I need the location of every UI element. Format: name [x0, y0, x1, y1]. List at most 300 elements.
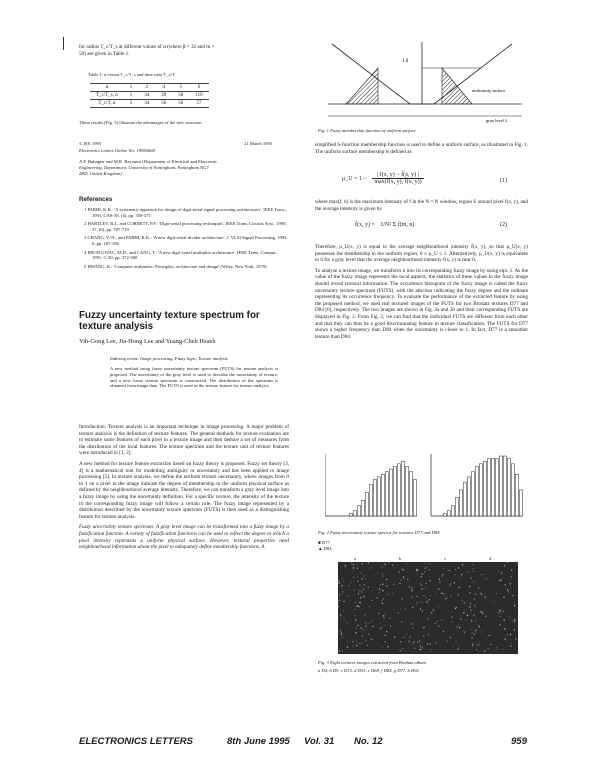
fig3-speckle [485, 596, 486, 597]
footer-date: 8th June 1995 [227, 736, 290, 747]
fig3-speckle [472, 637, 473, 638]
fig3-speckle [409, 586, 410, 587]
fig3-speckle [378, 592, 379, 593]
fig3-speckle [459, 627, 460, 628]
fig2-bar-d84 [475, 466, 478, 516]
fig1-membership-plot [322, 40, 527, 128]
fig3-speckle [382, 600, 383, 601]
fig3-speckle [346, 622, 347, 623]
fig3-speckle [400, 609, 401, 610]
fig2-bar-d84 [455, 498, 458, 516]
table-cell: α [90, 84, 124, 92]
intro-paragraph: Introduction: Texture analysis is an important technique in image processing. A major problem of texture analysis is the definition of texture features. The general methods for texture evaluation are to estimate some features of each pixel in a texture image and then deduce a set of measures from the distribution of the local features. The texture spectrum and the texture unit of texture features were introduced in [1, 2]. [79, 424, 289, 457]
fig3-speckle [414, 641, 415, 642]
fig3-speckle [443, 631, 444, 632]
iee-copyright: © IEE 1995 [79, 141, 102, 146]
fig3-speckle [357, 576, 358, 577]
fig3-speckle [510, 634, 511, 635]
fig3-speckle [360, 573, 361, 574]
fig3-speckle [450, 583, 451, 584]
fig3-speckle [341, 585, 342, 586]
fig3-speckle [454, 582, 455, 583]
reference-item: 1 PARHI, K.K.: 'A systematic approach for design of digit-serial signal processing architectures', IEEE Trans., 1991, CAS-38, (4), pp. 358-375 [84, 207, 287, 218]
fig3-speckle [512, 595, 513, 596]
fig3-speckle [362, 642, 363, 643]
fig2-caption: Fig. 2 Fuzzy uncertainty texture spectra for textures D77 and D84 [318, 530, 440, 535]
fig3-speckle [513, 604, 514, 605]
abstract: A new method using fuzzy uncertainty texture spectrum (FUTS) for texture analysis is proposed. The uncertainty of the gray level is used to describe the uncertainty of texture, and a new fuzzy texture spectrum is constructed. The distribution of the spectrum is obtained from image data. The FUTS is used as the texture feature for texture analysis. [110, 366, 278, 389]
fig3-speckle [500, 580, 501, 581]
fig3-speckle [430, 580, 431, 581]
fig3-speckle [478, 644, 479, 645]
fig3-speckle [383, 598, 384, 599]
fig2-bar-d84 [487, 459, 490, 516]
fig3-speckle [507, 589, 508, 590]
fig3-speckle [445, 598, 446, 599]
fig3-speckle [342, 593, 343, 594]
equation-2 [355, 222, 414, 228]
fig2-bar-d77 [393, 466, 396, 516]
fig3-speckle [443, 593, 444, 594]
fig3-speckle [478, 626, 479, 627]
fig1-label-1: 1.0 [402, 59, 409, 64]
fig3-speckle [353, 577, 354, 578]
fig3-speckle [457, 626, 458, 627]
fig3-speckle [414, 648, 415, 649]
fig3-speckle [350, 600, 351, 601]
fig3-speckle [459, 587, 460, 588]
fig3-speckle [504, 622, 505, 623]
fig3-speckle [361, 628, 362, 629]
affiliation-line: A.F. Buhagiar and M.R. Bayoumi (Department of Electrical and Electronic [79, 159, 218, 164]
fig3-speckle [341, 578, 342, 579]
fig2-bar-d77 [361, 500, 364, 516]
table-cell: 39 [155, 92, 172, 100]
table-cell: 57 [189, 100, 208, 108]
table-cell: 34 [138, 92, 155, 100]
right-paragraph: Therefore, μ_U(x, y) is equal to the average neighbourhood intensity f̄(x, y), so that μ_U(x, y) possesses the membership in the uniform region, 0 ≤ μ_U ≤ 1. Alternatively, μ_U(x, y) is equivalent to 0 for a gray level that the average neighbourhood intensity f(x, y) is near 0. [315, 244, 528, 264]
fig3-speckle [500, 610, 501, 611]
fig3-speckle [368, 587, 369, 588]
fig3-speckle [364, 575, 365, 576]
fig3-speckle [381, 567, 382, 568]
fig3-speckle [425, 588, 426, 589]
fig3-speckle [509, 602, 510, 603]
fig3-speckle [458, 567, 459, 568]
table-1 [90, 83, 209, 108]
fig3-speckle [473, 581, 474, 582]
fig3-speckle [502, 577, 503, 578]
fig3-speckle [431, 650, 432, 651]
fig3-speckle [383, 615, 384, 616]
fig3-speckle [400, 641, 401, 642]
fig2-bar-d77 [369, 485, 372, 516]
fig3-speckle [369, 606, 370, 607]
fig2-bar-d77 [353, 511, 356, 516]
fig2-bar-d77 [377, 477, 380, 516]
footer-number: No. 12 [354, 736, 383, 747]
fig3-speckle [352, 645, 353, 646]
fig2-bar-d77 [349, 513, 352, 516]
fig3-speckle [411, 623, 412, 624]
fig2-bar-d77 [401, 461, 404, 516]
fig3-speckle [339, 594, 340, 595]
fig2-bar-d77 [365, 493, 368, 516]
fig3-speckle [496, 593, 497, 594]
fig3-speckle [355, 615, 356, 616]
fig3-speckle [378, 597, 379, 598]
fig3-speckle [384, 624, 385, 625]
fig3-speckle [425, 587, 426, 588]
fig3-speckle [429, 643, 430, 644]
fig3-speckle [454, 574, 455, 575]
fig3-speckle [438, 626, 439, 627]
table-cell: 2 [138, 84, 155, 92]
fig3-speckle [436, 642, 437, 643]
fig3-speckle [371, 639, 372, 640]
fig3-speckle [502, 571, 503, 572]
fig3-speckle [514, 605, 515, 606]
fig3-speckle [416, 602, 417, 603]
fig3-speckle [401, 621, 402, 622]
fig3-speckle [505, 584, 506, 585]
fig3-speckle [435, 592, 436, 593]
fig3-speckle [407, 563, 408, 564]
fig3-speckle [339, 650, 340, 651]
fig3-speckle [475, 606, 476, 607]
fig3-speckle [411, 590, 412, 591]
fig3-speckle [513, 586, 514, 587]
fig3-speckle [442, 574, 443, 575]
fig3-speckle [441, 620, 442, 621]
fig2-bar-d77 [373, 479, 376, 516]
fig2-bar-d84 [443, 513, 446, 516]
fig3-speckle [428, 618, 429, 619]
fig3-speckle [447, 597, 448, 598]
fig3-speckle [345, 565, 346, 566]
fig3-speckle [391, 581, 392, 582]
fig3-speckle [461, 574, 462, 575]
fig3-speckle [405, 608, 406, 609]
fig3-speckle [476, 594, 477, 595]
fig3-speckle [429, 569, 430, 570]
fig3-speckle [504, 628, 505, 629]
reference-item: 3 CHANG, Y.-N., and PARHI, K.K.: 'A new digit-serial divider architecture', J. VLSI Signal Processing, 1993, 6, pp. 187-196 [84, 235, 288, 247]
fig3-speckle [424, 563, 425, 564]
affiliation-line: Engineering, Department, University of Nottingham, Nottingham NG7 [79, 164, 209, 170]
fig3-speckle [475, 615, 476, 616]
equation-2-number: (2) [500, 222, 507, 228]
fig3-speckle [512, 578, 513, 579]
right-column-p1 [315, 142, 528, 159]
left-body [79, 424, 289, 555]
fig3-speckle [364, 614, 365, 615]
fig3-speckle [423, 595, 424, 596]
fig3-speckle [464, 650, 465, 651]
equation-1-lhs: μ_U = 1 − [342, 175, 367, 182]
fig3-speckle [385, 635, 386, 636]
fig3-speckle [432, 590, 433, 591]
fig3-speckle [456, 607, 457, 608]
fig3-speckle [381, 602, 382, 603]
fig2-panel-d84 [431, 454, 523, 516]
right-column-p2 [315, 199, 528, 216]
table-caption: Table 1: α versus T_c/T_s and time ratio T_c/T [88, 72, 175, 77]
fig3-speckle [509, 617, 510, 618]
fig1-caption: Fig. 1 Fuzzy membership function of uniform surface [318, 128, 416, 133]
fig3-label-d: d [489, 556, 492, 561]
fig3-speckle [483, 580, 484, 581]
fig3-speckle [426, 600, 427, 601]
fig3-speckle [390, 618, 391, 619]
fig3-speckle [471, 620, 472, 621]
fig3-speckle [362, 577, 363, 578]
fig3-speckle [362, 563, 363, 564]
fig3-speckle [379, 629, 380, 630]
fig3-speckle [513, 621, 514, 622]
fig3-speckle [463, 612, 464, 613]
fig3-speckle [458, 594, 459, 595]
fig3-speckle [474, 598, 475, 599]
equation-1-denominator: max(f(x, y), f̄(x, y)) [374, 179, 422, 185]
fig3-speckle [387, 594, 388, 595]
fig3-speckle [499, 634, 500, 635]
fig3-speckle [397, 565, 398, 566]
fig3-speckle [488, 635, 489, 636]
fig3-speckle [447, 570, 448, 571]
fig3-speckle [351, 582, 352, 583]
fig3-speckle [460, 619, 461, 620]
table-cell: 1 [124, 84, 139, 92]
fig3-speckle [503, 611, 504, 612]
fig3-speckle [449, 585, 450, 586]
margin-mark [63, 37, 64, 50]
fig3-speckle [472, 564, 473, 565]
fig3-speckle [341, 632, 342, 633]
fig3-speckle [440, 644, 441, 645]
fig3-speckle [459, 646, 460, 647]
fig3-speckle [501, 573, 502, 574]
fig3-speckle [354, 609, 355, 610]
fig3-speckle [447, 641, 448, 642]
fig3-speckle [439, 579, 440, 580]
fig3-speckle [392, 565, 393, 566]
table-cell: 56 [172, 100, 189, 108]
fig3-speckle [491, 635, 492, 636]
reference-item: 2 HARTLEY, R.I., and CORBETT, P.F.: 'Digit-serial processing techniques', IEEE Trans. Circuits Syst., 1990, 37, (6), pp. 707-719 [84, 221, 287, 232]
fig3-speckle [456, 628, 457, 629]
fig3-speckle [412, 597, 413, 598]
fig3-speckle [390, 625, 391, 626]
fig3-speckle [362, 578, 363, 579]
table-cell: 1 [124, 92, 139, 100]
fig3-speckle [357, 568, 358, 569]
fig3-speckle [372, 626, 373, 627]
fig3-speckle [393, 584, 394, 585]
fig3-speckle [354, 594, 355, 595]
fig3-speckle [480, 593, 481, 594]
fig3-speckle [376, 597, 377, 598]
fig3-speckle [412, 607, 413, 608]
fig3-speckle [339, 580, 340, 581]
affiliation [79, 159, 291, 176]
fig3-speckle [494, 601, 495, 602]
fig3-speckle [394, 637, 395, 638]
table-cell: T_c/T_s, α [90, 92, 124, 100]
fig3-speckle [378, 613, 379, 614]
fig2-bar-d84 [479, 464, 482, 516]
fig3-speckle [399, 571, 400, 572]
fig3-speckle [455, 569, 456, 570]
fig3-speckle [365, 622, 366, 623]
letters-online-no: Electronics Letters Online No: 19950668 [79, 148, 155, 153]
fig3-speckle [365, 594, 366, 595]
fig3-speckle [475, 630, 476, 631]
affiliation-line: 2RD, United Kingdom) [79, 170, 122, 176]
fig2-bar-d84 [507, 459, 510, 516]
fig2-bar-d84 [459, 490, 462, 516]
fig3-speckle [470, 592, 471, 593]
fig3-speckle [463, 631, 464, 632]
fig3-speckle [438, 606, 439, 607]
fig2-legend-1: ■ D77 [318, 540, 330, 545]
fig3-speckle [420, 609, 421, 610]
fig3-speckle [354, 602, 355, 603]
fig3-speckle [362, 636, 363, 637]
fig3-speckle [511, 639, 512, 640]
fig3-speckle [467, 615, 468, 616]
fig3-speckle [353, 567, 354, 568]
reference-list [84, 207, 289, 272]
fig3-speckle [500, 616, 501, 617]
fig3-speckle [365, 578, 366, 579]
fig3-speckle [385, 564, 386, 565]
fig3-speckle [516, 563, 517, 564]
fig3-speckle [342, 637, 343, 638]
fig3-speckle [356, 645, 357, 646]
fig3-speckle [474, 634, 475, 635]
fig3-speckle [382, 584, 383, 585]
fig3-speckle [421, 585, 422, 586]
fig3-speckle [370, 638, 371, 639]
fig3-speckle [411, 588, 412, 589]
fig3-speckle [505, 639, 506, 640]
fig3-speckle [472, 644, 473, 645]
fig3-speckle [423, 627, 424, 628]
footer-volume: Vol. 31 [304, 736, 335, 747]
fig3-speckle [459, 626, 460, 627]
fig3-speckle [471, 621, 472, 622]
fig3-speckle [439, 581, 440, 582]
fig3-speckle [379, 589, 380, 590]
fig3-speckle [353, 564, 354, 565]
fig3-speckle [477, 568, 478, 569]
table-cell: 34 [138, 100, 155, 108]
fig3-speckle [351, 563, 352, 564]
fig2-spectra-chart [325, 452, 523, 526]
fig3-speckle [418, 570, 419, 571]
fig3-speckle [514, 619, 515, 620]
fig3-speckle [464, 632, 465, 633]
fig3-speckle [356, 641, 357, 642]
fig3-speckle [429, 651, 430, 652]
fig3-speckle [427, 644, 428, 645]
fig3-speckle [347, 647, 348, 648]
fig3-speckle [429, 563, 430, 564]
fig3-speckle [384, 618, 385, 619]
fig3-speckle [358, 589, 359, 590]
article-title [79, 310, 291, 332]
fig3-speckle [417, 641, 418, 642]
references-heading: References [79, 196, 113, 203]
fig3-speckle [388, 646, 389, 647]
fig3-speckle [460, 616, 461, 617]
fig3-speckle [358, 593, 359, 594]
fig3-speckle [450, 637, 451, 638]
fig3-speckle [389, 562, 390, 563]
table-cell: 50 [172, 92, 189, 100]
fig3-speckle [504, 565, 505, 566]
fig3-speckle [475, 622, 476, 623]
article-title-line: texture analysis [79, 321, 154, 332]
fig3-speckle [471, 578, 472, 579]
fig3-speckle [489, 565, 490, 566]
fig3-speckle [510, 642, 511, 643]
fig3-texture-grid [338, 562, 518, 654]
fig3-speckle [426, 567, 427, 568]
footer-journal: ELECTRONICS LETTERS [79, 736, 194, 747]
fig3-speckle [473, 568, 474, 569]
fig3-speckle [435, 623, 436, 624]
fig3-speckle [504, 619, 505, 620]
equation-1-number: (1) [500, 178, 507, 184]
fig3-caption: Fig. 3 Eight textures images extracted from Brodatz album [318, 660, 426, 665]
index-terms: Indexing terms: Image processing, Fuzzy logic, Texture analysis [110, 356, 228, 361]
fig3-speckle [499, 624, 500, 625]
fig2-bar-d84 [471, 472, 474, 516]
fig3-speckle [393, 593, 394, 594]
fig3-speckle [339, 583, 340, 584]
fig2-bar-d84 [467, 477, 470, 516]
table-cell: 6 [189, 84, 208, 92]
fig2-panel-d77 [325, 454, 417, 516]
fig3-speckle [381, 577, 382, 578]
fig3-speckle [343, 617, 344, 618]
fig3-speckle [474, 605, 475, 606]
fig3-speckle [495, 604, 496, 605]
right-paragraph: To analyse a texture image, we transform it into its corresponding fuzzy image by using eqn. 1. As the value of the fuzzy image represents the local aspects, the statistics of these values in the fuzzy image should reveal textural information. The occurrence histogram of the fuzzy image is called the fuzzy uncertainty texture spectrum (FUTS), with the abscissa indicating the fuzzy degree and the ordinate representing its occurrence frequency. To evaluate the performance of the extracted feature by using the proposed method, we used real textured images of the FUTS for two Brodatz textures D77 and D84 [6], respectively. The two images are shown in Fig. 3a and 3b and their corresponding FUTS are displayed in Fig. 2. From Fig. 2, we can find that the individual FUTS are different from each other and that they can thus be a good discriminating feature in texture classification. The FUTS for D77 shows a higher frequency than D84 when the uncertainty is closer to 1. In fact, D77 is a smoother texture than D84. [315, 267, 528, 340]
fig3-speckle [368, 634, 369, 635]
fig3-speckle [449, 570, 450, 571]
fig3-speckle [427, 602, 428, 603]
fig3-speckle [355, 628, 356, 629]
fig3-speckle [347, 641, 348, 642]
fig3-speckle [340, 614, 341, 615]
fig3-speckle [361, 591, 362, 592]
fig3-speckle [470, 629, 471, 630]
fig3-speckle [485, 616, 486, 617]
fig3-speckle [420, 649, 421, 650]
fig3-speckle [412, 627, 413, 628]
fig3-speckle [443, 568, 444, 569]
fig3-speckle [441, 593, 442, 594]
fig3-speckle [514, 629, 515, 630]
fig3-speckle [470, 603, 471, 604]
fig3-speckle [372, 620, 373, 621]
fig3-speckle [357, 581, 358, 582]
fig3-speckle [488, 648, 489, 649]
fig3-speckle [403, 570, 404, 571]
